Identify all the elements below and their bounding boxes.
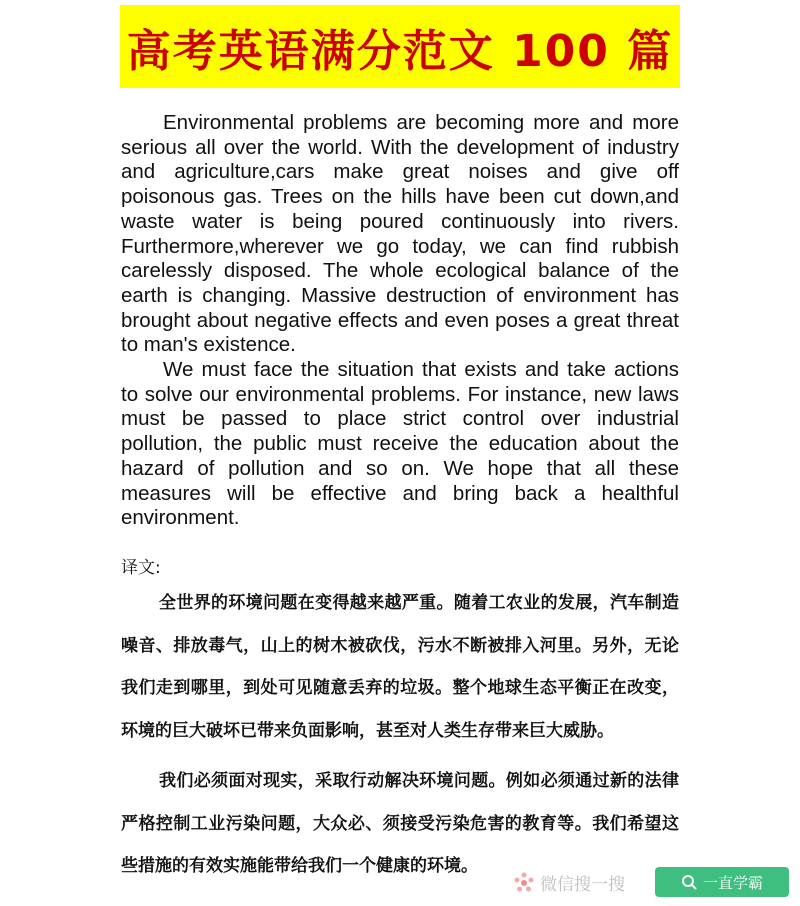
title-banner xyxy=(120,5,680,88)
translation-label: 译文: xyxy=(121,558,161,578)
watermark-text: 微信搜一搜 xyxy=(540,875,625,895)
page-title: 高考英语满分范文 100 篇 xyxy=(126,25,674,77)
wechat-search-watermark xyxy=(512,870,625,895)
english-essay xyxy=(121,111,679,531)
search-button[interactable] xyxy=(655,867,789,897)
chinese-paragraph-1: 全世界的环境问题在变得越来越严重。随着工农业的发展，汽车制造噪音、排放毒气，山上的树木被砍伐，污水不断被排入河里。另外，无论我们走到哪里，到处可见随意丢弃的垃圾。整个地球生态平衡正在改变，环境的巨大破坏已带来负面影响，甚至对人类生存带来巨大威胁。 xyxy=(121,593,679,741)
wechat-search-logo-icon xyxy=(512,871,536,895)
search-icon xyxy=(681,874,697,890)
search-button-label: 一直学霸 xyxy=(702,873,763,892)
chinese-paragraph-2: 我们必须面对现实，采取行动解决环境问题。例如必须通过新的法律严格控制工业污染问题，大众必、须接受污染危害的教育等。我们希望这些措施的有效实施能带给我们一个健康的环境。 xyxy=(121,771,679,876)
english-paragraph-1: Environmental problems are becoming more and more serious all over the world. With the development of industry and agriculture,cars make great noises and give off poisonous gas. Trees on the hills have been cut down,and waste water is being poured continuously into rivers. Furthermore,wherever we go today, we can find rubbish carelessly disposed. The whole ecological balance of the earth is changing. Massive destruction of environment has brought about negative effects and even poses a great threat to man's existence. xyxy=(121,111,679,357)
english-paragraph-2: We must face the situation that exists and take actions to solve our environmental problems. For instance, new laws must be passed to place strict control over industrial pollution, the public must receive the education about the hazard of pollution and so on. We hope that all these measures will be effective and bring back a healthful environment. xyxy=(121,358,679,530)
chinese-translation xyxy=(121,582,679,888)
